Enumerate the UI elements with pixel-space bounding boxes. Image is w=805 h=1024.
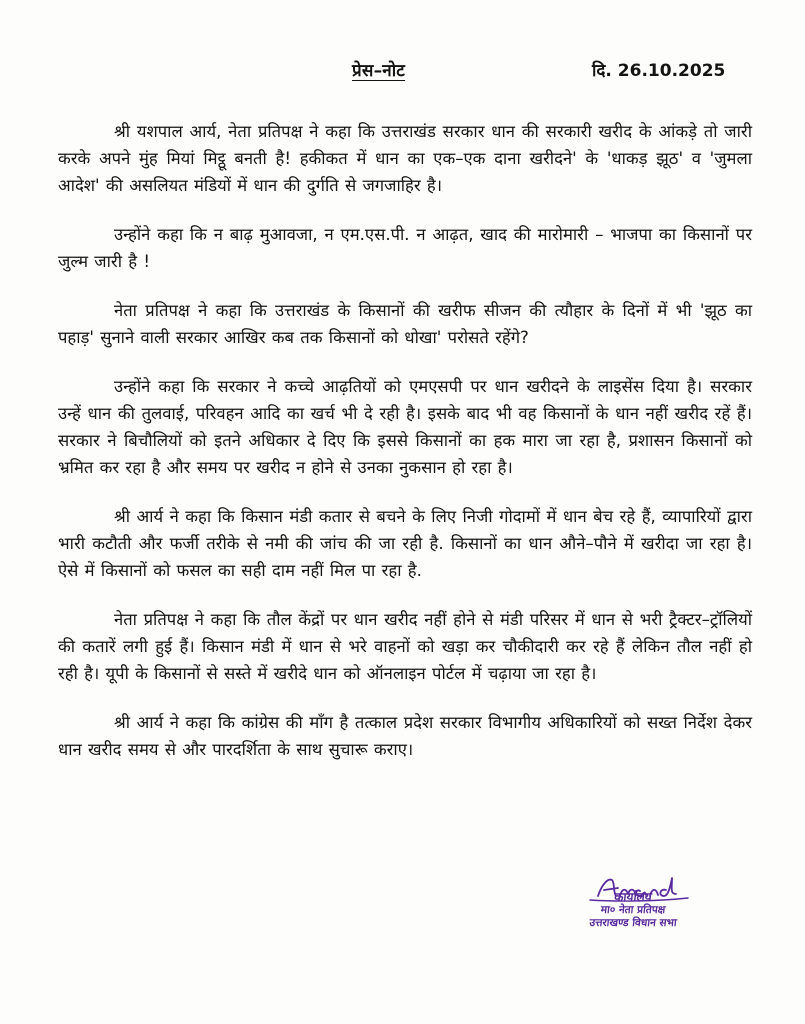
paragraph-4: उन्होंने कहा कि सरकार ने कच्चे आढ़तियों को एमएसपी पर धान खरीदने के लाइसेंस दिया है। सरकार उन्हें धान की तुलवाई, परिवहन आदि का खर्च भी दे रही है। इसके बाद भी वह किसानों के धान नहीं खरीद रहें हैं। सरकार ने बिचौलियों को इतने अधिकार दे दिए कि इससे किसानों का हक मारा जा रहा है, प्रशासन किसानों को भ्रमित कर रहा है और समय पर खरीद न होने से उनका नुकसान हो रहा है। <box>58 377 752 477</box>
paragraph-5: श्री आर्य ने कहा कि किसान मंडी कतार से बचने के लिए निजी गोदामों में धान बेच रहे हैं, व्यापारियों द्वारा भारी कटौती और फर्जी तरीके से नमी की जांच की जा रही है. किसानों का धान औने–पौने में खरीदा जा रहा है। ऐसे में किसानों को फसल का सही दाम नहीं मिल पा रहा है. <box>58 507 752 580</box>
page-title: प्रेस–नोट <box>352 61 406 81</box>
stamp-office-label: कार्यालय <box>613 890 653 904</box>
paragraph-3: नेता प्रतिपक्ष ने कहा कि उत्तराखंड के किसानों की खरीफ सीजन की त्यौहार के दिनों में भी 'झूठ का पहाड़' सुनाने वाली सरकार आखिर कब तक किसानों को धोखा' परोसते रहेंगे? <box>58 301 752 347</box>
signature-block <box>520 874 750 944</box>
document-date: दि. 26.10.2025 <box>592 61 726 81</box>
stamp-assembly: उत्तराखण्ड विधान सभा <box>588 917 678 929</box>
press-note-body <box>58 118 752 785</box>
stamp-designation: मा० नेता प्रतिपक्ष <box>600 904 666 916</box>
paragraph-6: नेता प्रतिपक्ष ने कहा कि तौल केंद्रों पर धान खरीद नहीं होने से मंडी परिसर में धान से भरी ट्रैक्टर–ट्रॉलियों की कतारें लगी हुई हैं। किसान मंडी में धान से भरे वाहनों को खड़ा कर चौकीदारी कर रहे हैं लेकिन तौल नहीं हो रही है। यूपी के किसानों से सस्ते में खरीदे धान को ऑनलाइन पोर्टल में चढ़ाया जा रहा है। <box>58 610 752 683</box>
paragraph-2: उन्होंने कहा कि न बाढ़ मुआवजा, न एम.एस.पी. न आढ़त, खाद की मारोमारी – भाजपा का किसानों पर जुल्म जारी है ! <box>58 225 752 271</box>
paragraph-7: श्री आर्य ने कहा कि कांग्रेस की माँग है तत्काल प्रदेश सरकार विभागीय अधिकारियों को सख्त निर्देश देकर धान खरीद समय से और पारदर्शिता के साथ सुचारू कराए। <box>58 713 752 759</box>
official-stamp <box>528 890 738 930</box>
paragraph-1: श्री यशपाल आर्य, नेता प्रतिपक्ष ने कहा कि उत्तराखंड सरकार धान की सरकारी खरीद के आंकड़े तो जारी करके अपने मुंह मियां मिट्ठू बनती है! हकीकत में धान का एक–एक दाना खरीदने' के 'धाकड़ झूठ' व 'जुमला आदेश' की असलियत मंडियों में धान की दुर्गति से जगजाहिर है। <box>58 122 752 195</box>
